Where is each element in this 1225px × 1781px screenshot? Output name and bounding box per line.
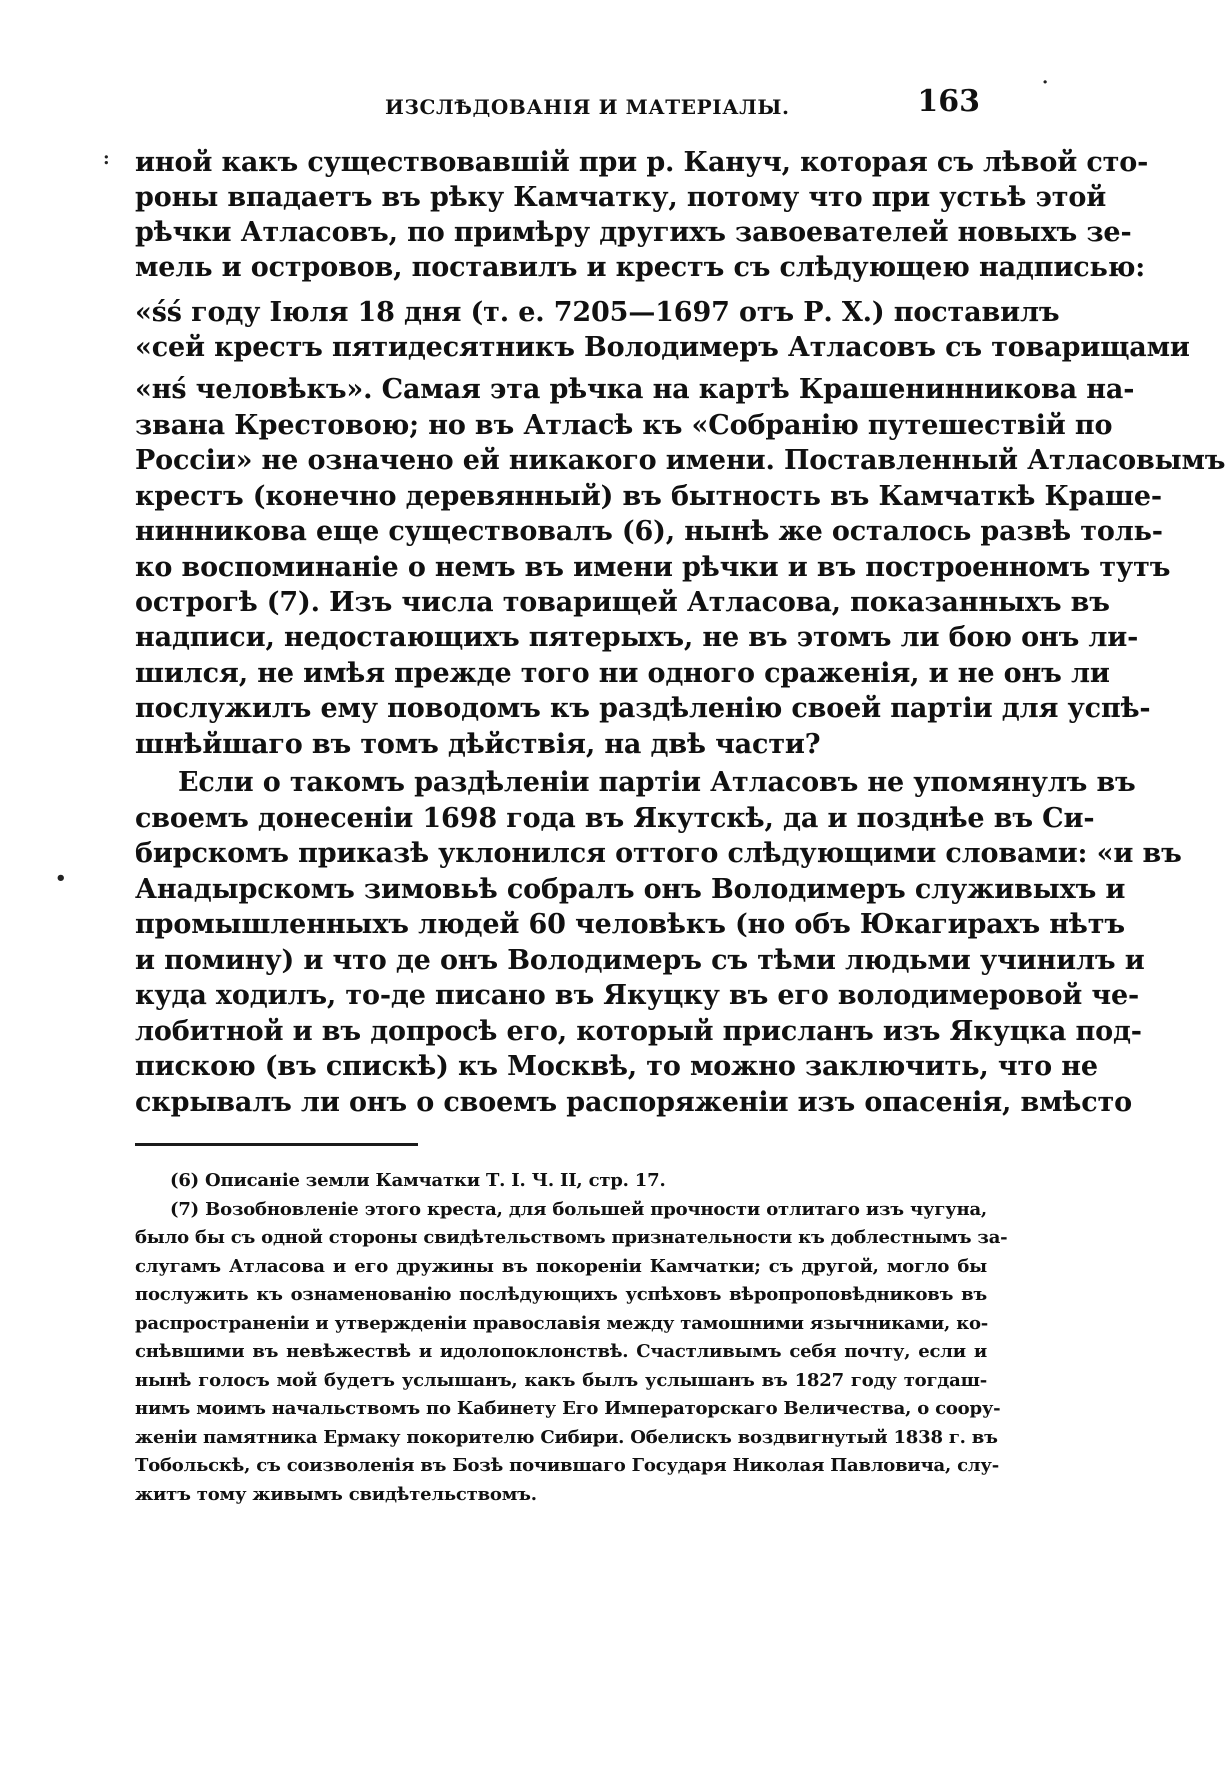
text-line: шнѣйшаго въ томъ дѣйствія, на двѣ части? [135, 729, 821, 760]
scan-mark: • [55, 868, 67, 889]
running-head: ИЗСЛѢДОВАНІЯ И МАТЕРІАЛЫ. [385, 95, 790, 119]
text-line: послужилъ ему поводомъ къ раздѣленію своей партіи для успѣ- [135, 693, 1151, 724]
footnote-divider [135, 1143, 418, 1146]
footnote-line: женіи памятника Ермаку покорителю Сибири. Обелискъ воздвигнутый 1838 г. въ [135, 1427, 998, 1448]
text-line: бирскомъ приказѣ уклонился оттого слѣдующими словами: «и въ [135, 838, 1182, 869]
text-line: и помину) и что де онъ Володимеръ съ тѣми людьми учинилъ и [135, 945, 1145, 976]
text-line: мель и островов, поставилъ и крестъ съ слѣдующею надписью: [135, 252, 1146, 283]
footnote-line: было бы съ одной стороны свидѣтельствомъ признательности къ доблестнымъ за- [135, 1227, 1008, 1248]
footnote-line: Тобольскѣ, съ соизволенія въ Бозѣ почившаго Государя Николая Павловича, слу- [135, 1455, 999, 1476]
text-line: «ѕ́ѕ́ году Іюля 18 дня (т. е. 7205—1697 отъ Р. Х.) поставилъ [135, 297, 1060, 328]
text-line: пискою (въ спискѣ) къ Москвѣ, то можно заключить, что не [135, 1051, 1098, 1082]
footnote-line: (6) Описаніе земли Камчатки Т. І. Ч. II, стр. 17. [170, 1170, 666, 1191]
text-line: роны впадаетъ въ рѣку Камчатку, потому что при устьѣ этой [135, 182, 1107, 213]
text-line: Анадырскомъ зимовьѣ собралъ онъ Володимеръ служивыхъ и [135, 874, 1126, 905]
text-line: шился, не имѣя прежде того ни одного сраженія, и не онъ ли [135, 658, 1110, 689]
footnote-line: слугамъ Атласова и его дружины въ покореніи Камчатки; съ другой, могло бы [135, 1256, 987, 1277]
text-line: крестъ (конечно деревянный) въ бытность въ Камчаткѣ Краше- [135, 481, 1162, 512]
footnote-line: распространеніи и утвержденіи православія между тамошними язычниками, ко- [135, 1313, 989, 1334]
page-number: 163 [917, 84, 980, 119]
page-header [130, 84, 980, 129]
footnote-line: послужить къ ознаменованію послѣдующихъ успѣховъ вѣропроповѣдниковъ въ [135, 1284, 987, 1305]
scan-mark: : [103, 148, 110, 169]
text-line: лобитной и въ допросѣ его, который присланъ изъ Якуцка под- [135, 1016, 1142, 1047]
text-line: ко воспоминаніе о немъ въ имени рѣчки и въ построенномъ тутъ [135, 552, 1171, 583]
text-line: «сей крестъ пятидесятникъ Володимеръ Атласовъ съ товарищами [135, 332, 1190, 363]
text-line: надписи, недостающихъ пятерыхъ, не въ этомъ ли бою онъ ли- [135, 622, 1139, 653]
text-line: звана Крестовою; но въ Атласѣ къ «Собранію путешествій по [135, 410, 1113, 441]
scan-mark: · [1042, 72, 1049, 93]
footnote-line: снѣвшими въ невѣжествѣ и идолопоклонствѣ. Счастливымъ себя почту, если и [135, 1341, 987, 1362]
text-line: промышленныхъ людей 60 человѣкъ (но объ Юкагирахъ нѣтъ [135, 909, 1125, 940]
text-line: иной какъ существовавшій при р. Кануч, которая съ лѣвой сто- [135, 147, 1149, 178]
text-line: рѣчки Атласовъ, по примѣру другихъ завоевателей новыхъ зе- [135, 217, 1132, 248]
text-line: куда ходилъ, то-де писано въ Якуцку въ его володимеровой че- [135, 980, 1140, 1011]
text-line: Россіи» не означено ей никакого имени. Поставленный Атласовымъ [135, 445, 1225, 476]
text-line: скрывалъ ли онъ о своемъ распоряженіи изъ опасенія, вмѣсто [135, 1087, 1132, 1118]
footnote-line: нимъ моимъ начальствомъ по Кабинету Его Императорскаго Величества, о соору- [135, 1398, 1001, 1419]
text-line: своемъ донесеніи 1698 года въ Якутскѣ, да и позднѣе въ Си- [135, 803, 1095, 834]
text-line: Если о такомъ раздѣленіи партіи Атласовъ не упомянулъ въ [178, 767, 1136, 798]
text-line: нинникова еще существовалъ (6), нынѣ же осталось развѣ толь- [135, 516, 1163, 547]
text-line: «нѕ́ человѣкъ». Самая эта рѣчка на картѣ Крашенинникова на- [135, 374, 1135, 405]
footnote-line: (7) Возобновленіе этого креста, для большей прочности отлитаго изъ чугуна, [170, 1199, 987, 1220]
text-line: острогѣ (7). Изъ числа товарищей Атласова, показанныхъ въ [135, 587, 1110, 618]
footnote-line: нынѣ голосъ мой будетъ услышанъ, какъ былъ услышанъ въ 1827 году тогдаш- [135, 1370, 987, 1391]
footnote-line: житъ тому живымъ свидѣтельствомъ. [135, 1484, 537, 1505]
